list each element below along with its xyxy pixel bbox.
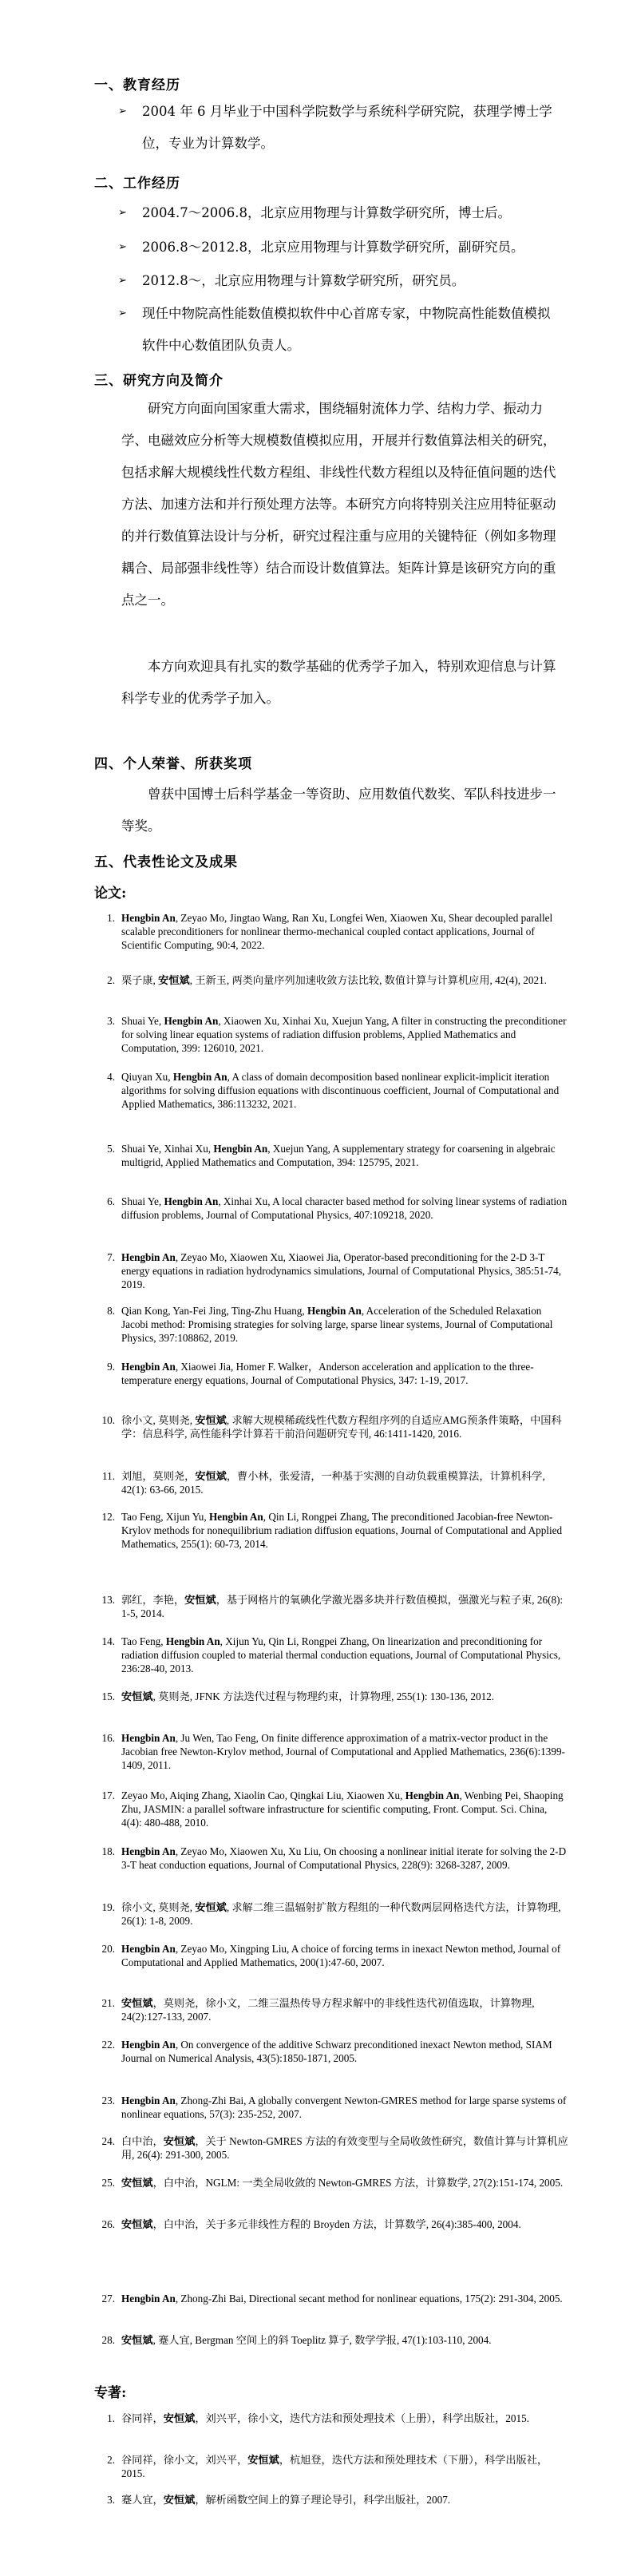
list-item: 14. Tao Feng, Hengbin An, Xijun Yu, Qin Li, Rongpei Zhang, On linearization and preconditioning for radiation diffusion coupled to material thermal conduction equations, Journal of Computational Physics, 236:28-40, 2013. (101, 1635, 561, 1674)
arrow-bullet-icon: ➢ (118, 307, 127, 319)
list-item: 17. Zeyao Mo, Aiqing Zhang, Xiaolin Cao, Qingkai Liu, Xiaowen Xu, Hengbin An, Wenbing Pei, Shaoping Zhu, JASMIN: a parallel software infrastructure for scientific computing, Front. Comput. Sci. China, 4(4): 480-488, 2010. (101, 1789, 564, 1829)
research-heading: 三、研究方向及简介 (94, 373, 224, 389)
honors-heading: 四、个人荣誉、所获奖项 (94, 756, 252, 772)
education-item: ➢ 2004 年 6 月毕业于中国科学院数学与系统科学研究院，获理学博士学位，专业为计算数学。 (142, 96, 557, 160)
research-paragraph: 本方向欢迎具有扎实的数学基础的优秀学子加入，特别欢迎信息与计算科学专业的优秀学子加入。 (121, 659, 556, 706)
list-item: 19. 徐小文, 莫则尧, 安恒斌, 求解二维三温辐射扩散方程组的一种代数两层网格迭代方法，计算物理, 26(1): 1-8, 2009. (101, 1901, 561, 1927)
list-item: 8. Qian Kong, Yan-Fei Jing, Ting-Zhu Huang, Hengbin An, Acceleration of the Scheduled Relaxation Jacobi method: Promising strategies for solving large, sparse linear systems, Journal of Computational Physics, 397:108862, 2019. (107, 1305, 553, 1344)
honors-text: 曾获中国博士后科学基金一等资助、应用数值代数奖、军队科技进步一等奖。 (121, 787, 556, 834)
work-item: ➢ 现任中物院高性能数值模拟软件中心首席专家，中物院高性能数值模拟软件中心数值团队负责人。 (142, 298, 557, 362)
arrow-bullet-icon: ➢ (118, 207, 127, 219)
list-item: 13. 郭红，李艳，安恒斌，基于网格片的氧碘化学激光器多块并行数值模拟，强激光与粒子束, 26(8): 1-5, 2014. (101, 1594, 564, 1619)
list-item: 18. Hengbin An, Zeyao Mo, Xiaowen Xu, Xu Liu, On choosing a nonlinear initial iterate for solving the 2-D 3-T heat conduction equations, Journal of Computational Physics, 228(9): 3268-3287, 2009. (101, 1845, 567, 1871)
list-item: 28. 安恒斌, 蹇人宜, Bergman 空间上的斜 Toeplitz 算子, 数学学报, 47(1):103-110, 2004. (101, 2334, 492, 2346)
books-label: 专著: (94, 2385, 127, 2401)
list-item: 25. 安恒斌，白中治，NGLM: 一类全局收敛的 Newton-GMRES 方法，计算数学, 27(2):151-174, 2005. (101, 2177, 564, 2189)
list-item: 6. Shuai Ye, Hengbin An, Xinhai Xu, A local character based method for solving linear systems of radiation diffusion problems, Journal of Computational Physics, 407:109218, 2020. (107, 1195, 568, 1221)
list-item: 22. Hengbin An, On convergence of the additive Schwarz preconditioned inexact Newton method, SIAM Journal on Numerical Analysis, 43(5):1850-1871, 2005. (101, 2039, 552, 2064)
work-heading: 二、工作经历 (94, 176, 180, 192)
list-item: 27. Hengbin An, Zhong-Zhi Bai, Directional secant method for nonlinear equations, 175(2): 291-304, 2005. (101, 2293, 563, 2305)
arrow-bullet-icon: ➢ (118, 241, 127, 253)
research-paragraph: 研究方向面向国家重大需求，围绕辐射流体力学、结构力学、振动力学、电磁效应分析等大规模数值模拟应用，开展并行数值算法相关的研究，包括求解大规模线性代数方程组、非线性代数方程组以及特征值问题的迭代方法、加速方法和并行预处理方法等。本研究方向将特别关注应用特征驱动的并行数值算法设计与分析，研究过程注重与应用的关键特征（例如多物理耦合、局部强非线性等）结合而设计数值算法。矩阵计算是该研究方向的重点之一。 (121, 401, 556, 608)
list-item: 24. 白中治，安恒斌，关于 Newton-GMRES 方法的有效变型与全局收敛性研究，数值计算与计算机应用, 26(4): 291-300, 2005. (101, 2135, 568, 2161)
work-item: ➢ 2012.8～，北京应用物理与计算数学研究所，研究员。 (142, 265, 557, 297)
list-item: 10. 徐小文, 莫则尧, 安恒斌, 求解大规模稀疏线性代数方程组序列的自适应AMG预条件策略，中国科学：信息科学, 高性能科学计算若干前沿问题研究专刊, 46:1411-1420, 2016. (101, 1414, 562, 1440)
arrow-bullet-icon: ➢ (118, 275, 127, 287)
list-item: 11. 刘旭，莫则尧，安恒斌，曹小林，张爱清，一种基于实测的自动负载重模算法，计算机科学, 42(1): 63-66, 2015. (102, 1470, 545, 1496)
list-item: 2. 谷同祥，徐小文，刘兴平，安恒斌，杭旭登，迭代方法和预处理技术（下册），科学出版社，2015. (107, 2454, 548, 2479)
list-item: 15. 安恒斌, 莫则尧, JFNK 方法迭代过程与物理约束，计算物理, 255(1): 130-136, 2012. (101, 1690, 495, 1702)
list-item: 9. Hengbin An, Xiaowei Jia, Homer F. Walker，Anderson acceleration and application to the three-temperature energy equations, Journal of Computational Physics, 347: 1-19, 2017. (107, 1361, 534, 1386)
work-item: ➢ 2006.8～2012.8，北京应用物理与计算数学研究所，副研究员。 (142, 232, 557, 264)
papers-label: 论文: (94, 886, 127, 902)
list-item: 2. 栗子康, 安恒斌, 王新玉, 两类向量序列加速收敛方法比较, 数值计算与计算机应用, 42(4), 2021. (107, 974, 547, 986)
work-item: ➢ 2004.7～2006.8，北京应用物理与计算数学研究所，博士后。 (142, 197, 557, 229)
list-item: 12. Tao Feng, Xijun Yu, Hengbin An, Qin Li, Rongpei Zhang, The preconditioned Jacobian-free Newton-Krylov methods for nonequilibrium radiation diffusion equations, Journal of Computational and Applied Mathematics, 255(1): 60-73, 2014. (101, 1511, 563, 1550)
publications-heading: 五、代表性论文及成果 (94, 854, 238, 870)
list-item: 4. Qiuyan Xu, Hengbin An, A class of domain decomposition based nonlinear explicit-implicit iteration algorithms for solving diffusion equations with discontinuous coefficient, Journal of Computational and Applied Mathematics, 386:113232, 2021. (107, 1071, 560, 1110)
list-item: 26. 安恒斌，白中治，关于多元非线性方程的 Broyden 方法，计算数学, 26(4):385-400, 2004. (101, 2218, 521, 2230)
list-item: 3. Shuai Ye, Hengbin An, Xiaowen Xu, Xinhai Xu, Xuejun Yang, A filter in constructing the preconditioner for solving linear equation systems of radiation diffusion problems, Applied Mathematics and Computation, 399: 126010, 2021. (107, 1015, 567, 1054)
list-item: 23. Hengbin An, Zhong-Zhi Bai, A globally convergent Newton-GMRES method for large sparse systems of nonlinear equations, 57(3): 235-252, 2007. (101, 2094, 567, 2120)
list-item: 16. Hengbin An, Ju Wen, Tao Feng, On finite difference approximation of a matrix-vector product in the Jacobian free Newton-Krylov method, Journal of Computational and Applied Mathematics, 236(6):1399-1409, 2011. (101, 1732, 565, 1771)
list-item: 20. Hengbin An, Zeyao Mo, Xingping Liu, A choice of forcing terms in inexact Newton method, Journal of Computational and Applied Mathematics, 200(1):47-60, 2007. (101, 1943, 561, 1968)
list-item: 1. 谷同祥，安恒斌，刘兴平，徐小文，迭代方法和预处理技术（上册），科学出版社，2015. (107, 2412, 530, 2424)
education-heading: 一、教育经历 (94, 77, 180, 93)
list-item: 1. Hengbin An, Zeyao Mo, Jingtao Wang, Ran Xu, Longfei Wen, Xiaowen Xu, Shear decoupled parallel scalable preconditioners for nonlinear thermo-mechanical coupled contact applications, Journal of Scientific Computing, 90:4, 2022. (107, 912, 553, 951)
arrow-bullet-icon: ➢ (118, 105, 127, 117)
list-item: 7. Hengbin An, Zeyao Mo, Xiaowen Xu, Xiaowei Jia, Operator-based preconditioning for the 2-D 3-T energy equations in radiation hydrodynamics simulations, Journal of Computational Physics, 385:51-74, 2019. (107, 1251, 561, 1290)
list-item: 21. 安恒斌，莫则尧，徐小文，二维三温热传导方程求解中的非线性迭代初值选取，计算物理, 24(2):127-133, 2007. (101, 1997, 535, 2023)
list-item: 5. Shuai Ye, Xinhai Xu, Hengbin An, Xuejun Yang, A supplementary strategy for coarsening in algebraic multigrid, Applied Mathematics and Computation, 394: 125795, 2021. (107, 1143, 556, 1168)
list-item: 3. 蹇人宜，安恒斌，解析函数空间上的算子理论导引，科学出版社，2007. (107, 2494, 451, 2506)
